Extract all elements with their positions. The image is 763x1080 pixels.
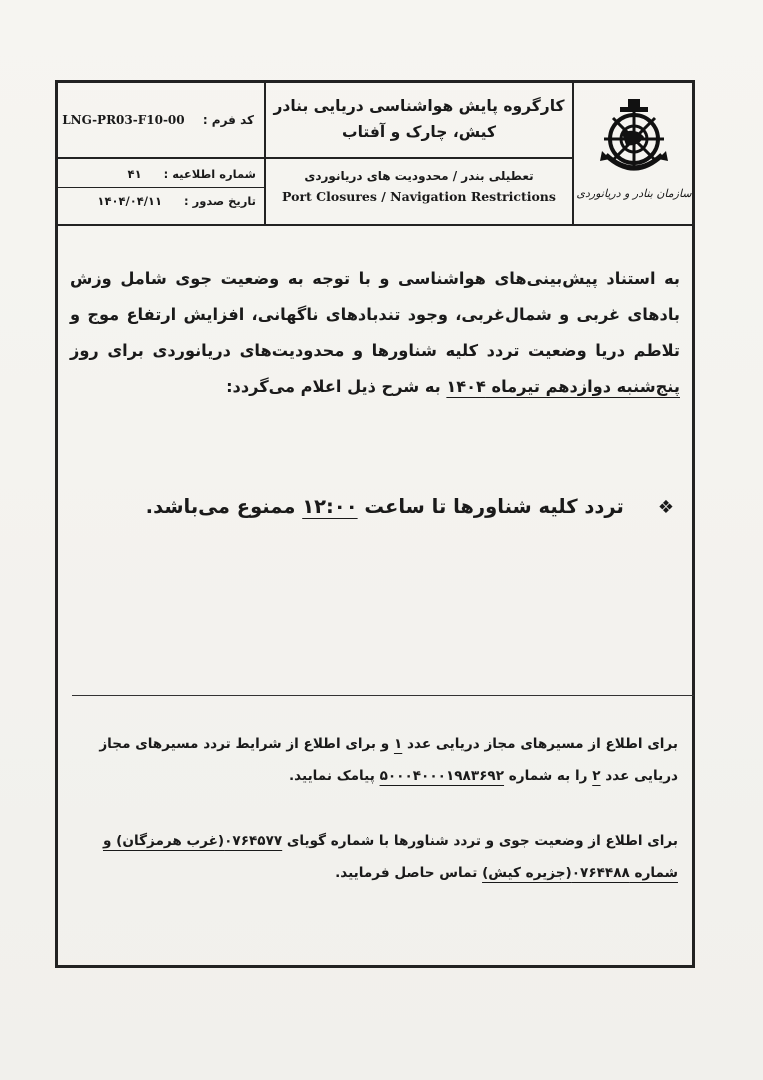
- note1-part4: پیامک نمایید.: [289, 768, 380, 784]
- bullet-time: ۱۲:۰۰: [302, 495, 358, 518]
- logo-caption: سازمان بنادر و دریانوردی: [576, 187, 692, 200]
- org-title-line2: کیش، چارک و آفتاب: [342, 123, 496, 141]
- note1-part2: و برای اطلاع از شرایط تردد مسیرهای مجاز دریایی عدد: [99, 736, 678, 784]
- notice-meta-cell: [58, 159, 264, 224]
- notice-number-line: [58, 159, 264, 181]
- notice-number-label: شماره اطلاعیه :: [163, 167, 256, 181]
- org-title: [266, 83, 572, 145]
- four-diamond-bullet-icon: ❖: [657, 497, 674, 518]
- form-code-value: LNG-PR03-F10-00: [62, 113, 185, 127]
- issue-date-label: تاریخ صدور :: [184, 194, 256, 208]
- form-code-line: [58, 83, 264, 127]
- notice-number-value: ۴۱: [127, 167, 142, 181]
- bullet-text-after: ممنوع می‌باشد.: [145, 495, 303, 518]
- intro-date-underlined: پنج‌شنبه دوازدهم تیرماه ۱۴۰۴: [446, 377, 680, 396]
- org-title-cell: [264, 83, 572, 159]
- note2-part1: برای اطلاع از وضعیت جوی و تردد شناورها با شماره گویای: [282, 833, 678, 849]
- note1-part1: برای اطلاع از مسیرهای مجاز دریایی عدد: [402, 736, 678, 752]
- bullet-text-before: تردد کلیه شناورها تا ساعت: [357, 495, 624, 518]
- note1-part3: را به شماره: [504, 768, 593, 784]
- note1-num2: ۲: [592, 768, 601, 784]
- section-divider: [72, 695, 694, 696]
- intro-text-part1: به استناد پیش‌بینی‌های هواشناسی و با توجه به وضعیت جوی شامل وزش بادهای غربی و شمال‌غربی، وجود تندبادهای ناگهانی، افزایش ارتفاع موج و تلاطم دریا وضعیت تردد کلیه شناورها و محدودیت‌های دریانوردی برای روز: [70, 269, 680, 360]
- form-code-label: کد فرم :: [202, 113, 254, 127]
- phone-info-note: [70, 825, 678, 889]
- phone-numbers: ۰۷۶۴۵۷۷(غرب هرمزگان) و شماره ۰۷۶۴۴۸۸(جزیره کیش): [102, 833, 678, 881]
- logo-cell: [572, 83, 692, 224]
- closures-title-fa: تعطیلی بندر / محدودیت های دریانوردی: [304, 169, 534, 183]
- closures-title-en: Port Closures / Navigation Restrictions: [282, 189, 556, 204]
- issue-date-value: ۱۴۰۴/۰۴/۱۱: [97, 194, 162, 208]
- note2-part2: تماس حاصل فرمایید.: [335, 865, 483, 881]
- intro-paragraph: [70, 261, 680, 405]
- issue-date-line: [58, 187, 264, 208]
- intro-text-part2: به شرح ذیل اعلام می‌گردد:: [226, 377, 447, 396]
- note1-num1: ۱: [393, 736, 403, 752]
- notice-frame: [55, 80, 695, 968]
- org-title-line1: کارگروه پایش هواشناسی دریایی بنادر: [273, 97, 565, 115]
- sms-info-note: [70, 728, 678, 792]
- form-code-cell: [58, 83, 264, 159]
- notice-header: [58, 83, 692, 226]
- restriction-bullet: [78, 495, 674, 518]
- closures-cell: [264, 159, 572, 224]
- sms-number: ۵۰۰۰۴۰۰۰۱۹۸۳۶۹۲: [379, 768, 505, 784]
- anchor-ship-wheel-logo-icon: [592, 93, 676, 177]
